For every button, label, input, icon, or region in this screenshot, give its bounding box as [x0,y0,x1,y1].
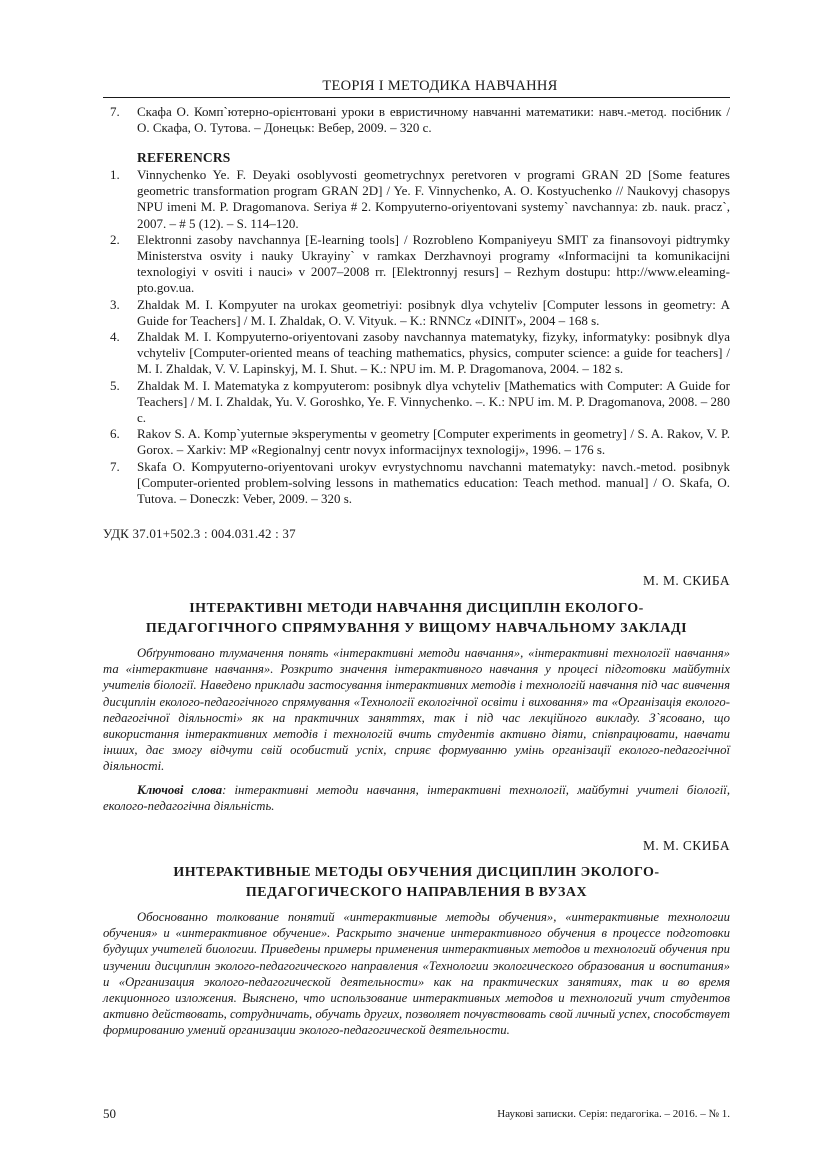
reference-number: 5. [110,377,120,393]
reference-text: Zhaldak M. I. Matematyka z kompyuterom: posibnyk dlya vchyteliv [Mathematics with Computer: A Guide for Teachers] / M. I. Zhaldak, Yu. V. Goroshko, Ye. F. Vinnychenko. –. K.: NPU im. M. P. Dragomanova, 2008. – 280 c. [137,377,730,426]
header-rule-short [103,97,150,98]
article-title-ru [103,863,730,903]
abstract-ru: Обоснованно толкование понятий «интерактивные методы обучения», «интерактивные технологии обучения» и «интерактивное обучение». Раскрыто значение интерактивного обучения в процессе подготовки будущих учителей биологии. Приведены примеры применения интерактивных методов и технологий обучения при изучении дисциплин эколого-педагогического направления «Технологии экологического образования и воспитания» и «Организация эколого-педагогической деятельности» как на практических занятиях, так и во время лекционного изложения. Выяснено, что использование интерактивных методов и технологий учит студентов активно действовать, сотрудничать, обучать других, позволяет почувствовать свой личный успех, способствует формированию умений организации эколого-педагогической деятельности. [103,910,730,1038]
reference-number: 1. [110,167,120,182]
udk-code: УДК 37.01+502.3 : 004.031.42 : 37 [103,526,296,541]
reference-item [103,297,730,329]
abstract-ua: Обґрунтовано тлумачення понять «інтерактивні методи навчання», «інтерактивні технології навчання» та «інтерактивне навчання». Розкрито значення інтерактивного навчання у процесі підготовки майбутніх учителів біології. Наведено приклади застосування інтерактивних методів і технологій навчання під час вивчення дисциплін еколого-педагогічного спрямування «Технології екологічної освіти і виховання» та «Організація еколого-педагогічної діяльності» як на практичних заняттях, так і під час лекційного викладу. З`ясовано, що використання інтерактивних методів і технологій вчить студентів активно діяти, співпрацювати, навчати інших, дає змогу відчути свій особистий успіх, сприяє формуванню умінь організації еколого-педагогічної діяльності. [103,646,730,774]
reference-text: Rakov S. A. Komp`yuternыe эksperymentы v geometry [Computer experiments in geometry] / S. A. Rakov, V. P. Gorox. – Xarkiv: MP «Regionalnyj centr novyx informacijnyx texnologij», 1996. – 176 s. [137,426,730,458]
journal-footer: Наукові записки. Серія: педагогіка. – 2016. – № 1. [497,1108,730,1120]
reference-item [103,329,730,378]
author-name-ua: М. М. СКИБА [643,573,730,588]
reference-item [103,378,730,427]
top-reference-list [103,104,730,136]
references-list [103,167,730,507]
title-line: ПЕДАГОГИЧЕСКОГО НАПРАВЛЕНИЯ В ВУЗАХ [245,885,588,900]
keywords-label: Ключові слова [137,783,223,797]
reference-item [103,426,730,458]
keywords-ua [103,782,730,814]
reference-item [103,459,730,508]
reference-text: Skafa O. Kompyuterno-oriyentovani urokyv evrystychnomu navchanni matematyky: navch.-metod. posibnyk [Computer-oriented problem-solving lessons in mathematics education: Teach method. manual] / O. Skafa, O. Tutova. – Doneczk: Veber, 2009. – 320 s. [137,458,730,507]
reference-number: 2. [110,231,120,247]
reference-item [103,104,730,136]
page-number: 50 [103,1106,116,1121]
reference-text: Zhaldak M. I. Kompyuter na urokax geometriyi: posibnyk dlya vchyteliv [Computer lessons in geometry: A Guide for Teachers] / M. I. Zhaldak, O. V. Vityuk. – K.: RNNCz «DINIT», 2004 – 168 s. [137,296,730,328]
references-heading: REFERENCRS [137,150,231,165]
title-line: ІНТЕРАКТИВНІ МЕТОДИ НАВЧАННЯ ДИСЦИПЛІН ЕКОЛОГО- [189,601,644,616]
title-line: ИНТЕРАКТИВНЫЕ МЕТОДЫ ОБУЧЕНИЯ ДИСЦИПЛИН ЭКОЛОГО- [173,865,660,880]
reference-item [103,167,730,232]
title-line: ПЕДАГОГІЧНОГО СПРЯМУВАННЯ У ВИЩОМУ НАВЧАЛЬНОМУ ЗАКЛАДІ [145,621,688,636]
reference-number: 7. [110,104,120,119]
header-rule [150,97,730,98]
keywords-text: : інтерактивні методи навчання, інтерактивні технології, майбутні учителі біології, еколого-педагогічна діяльність. [103,783,730,814]
reference-text: Zhaldak M. I. Kompyuterno-oriyentovani zasoby navchannya matematyky, fizyky, informatyky: posibnyk dlya vchyteliv [Computer-oriented means of teaching mathematics, physics, computer science: a guide for teachers] / M. I. Zhaldak, V. V. Lapinskyj, M. I. Shut. – K.: NPU im. M. P. Dragomanova, 2004. – 182 s. [137,329,730,377]
reference-item [103,232,730,297]
reference-text: Скафа О. Комп`ютерно-орієнтовані уроки в евристичному навчанні математики: навч.-метод. посібник / О. Скафа, О. Тутова. – Донецьк: Вебер, 2009. – 320 с. [137,104,730,136]
article-title-ua [103,599,730,639]
reference-text: Elektronni zasoby navchannya [E-learning tools] / Rozrobleno Kompaniyeyu SMIT za finansovoyi pidtrymky Ministerstva osvity i nauky Ukrayiny` v ramkax Derzhavnoyi programy «Informacijni ta komunikacijni texnologiyi v osviti i nauci» v 2007–2008 rr. [Elektronnyj resurs] – Rezhym dostupu: http://www.eleaming-pto.gov.ua. [137,231,730,296]
running-head: ТЕОРІЯ І МЕТОДИКА НАВЧАННЯ [322,78,558,94]
reference-number: 3. [110,296,120,312]
reference-text: Vinnychenko Ye. F. Deyaki osoblyvosti geometrychnyx peretvoren v programi GRAN 2D [Some features geometric transformation program GRAN 2D] / Ye. F. Vinnychenko, A. O. Kostyuchenko // Naukovyj chasopys NPU imeni M. P. Dragomanova. Seriya # 2. Kompyuterno-oriyentovani systemy` navchannya: zb. nauk. pracz`, 2007. – # 5 (12). – S. 114–120. [137,167,730,231]
reference-number: 7. [110,458,120,474]
reference-number: 6. [110,426,120,442]
reference-number: 4. [110,329,120,345]
author-name-ru: М. М. СКИБА [643,838,730,853]
